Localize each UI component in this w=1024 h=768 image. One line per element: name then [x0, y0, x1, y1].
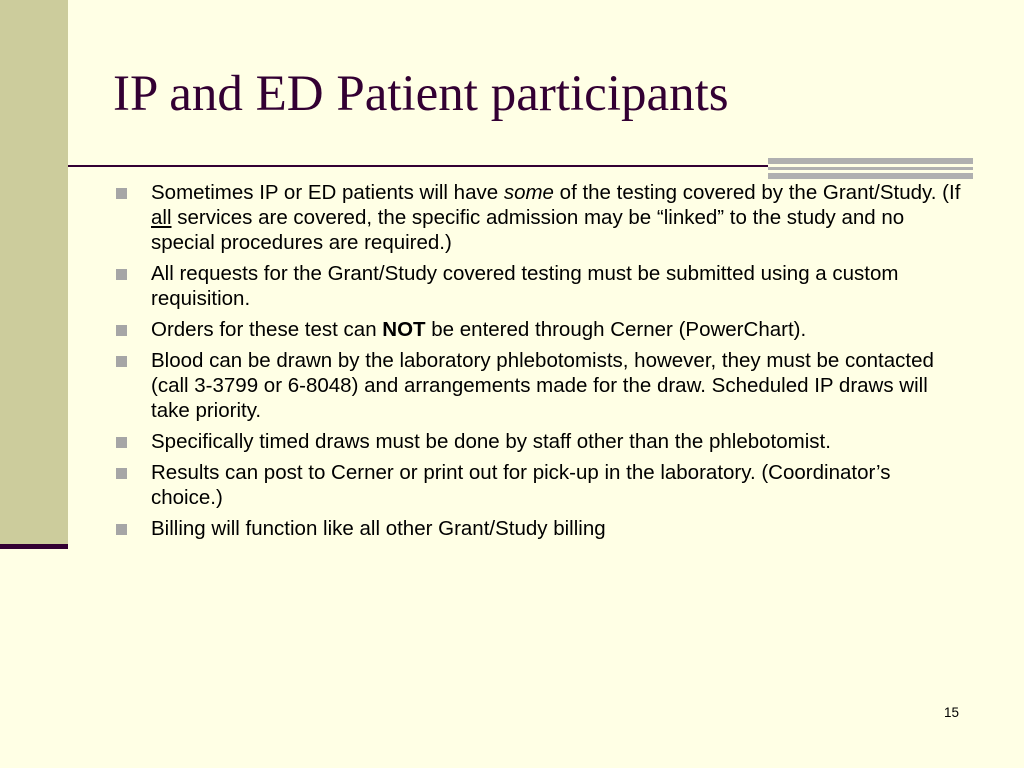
bullet-item: [113, 460, 963, 510]
bullet-item: [113, 516, 963, 541]
bullet-text-segment: Results can post to Cerner or print out for pick-up in the laboratory. (Coordinator’s choice.): [151, 461, 891, 509]
square-bullet-icon: [116, 269, 127, 280]
bullet-text-segment: be entered through Cerner (PowerChart).: [425, 318, 807, 341]
bullet-item: [113, 180, 963, 255]
bullet-text-segment: NOT: [382, 318, 426, 341]
bullet-text-segment: All requests for the Grant/Study covered testing must be submitted using a custom requisition.: [151, 262, 899, 310]
bullet-text-segment: of the testing covered by the Grant/Study. (If: [553, 181, 961, 204]
bullet-item: [113, 261, 963, 311]
square-bullet-icon: [116, 188, 127, 199]
accent-rule-bottom: [768, 173, 973, 179]
bullet-text-segment: Blood can be drawn by the laboratory phlebotomists, however, they must be contacted (call 3-3799 or 6-8048) and arrangements made for the draw. Scheduled IP draws will take priority.: [151, 349, 934, 422]
title-divider: [68, 165, 768, 167]
bullet-text-segment: Billing will function like all other Grant/Study billing: [151, 517, 606, 540]
bullet-item: [113, 317, 963, 342]
page-number: 15: [944, 705, 960, 720]
left-bar-rule: [0, 544, 68, 549]
accent-rule-top: [768, 158, 973, 164]
bullet-text-segment: Specifically timed draws must be done by staff other than the phlebotomist.: [151, 430, 831, 453]
bullet-item: [113, 348, 963, 423]
square-bullet-icon: [116, 437, 127, 448]
slide-title: IP and ED Patient participants: [113, 66, 729, 122]
square-bullet-icon: [116, 524, 127, 535]
bullet-text-segment: Orders for these test can: [151, 318, 383, 341]
left-decorative-bar: [0, 0, 68, 548]
bullet-list: [113, 180, 963, 547]
bullet-text-segment: Sometimes IP or ED patients will have: [151, 181, 504, 204]
bullet-text-segment: all: [151, 206, 172, 229]
square-bullet-icon: [116, 356, 127, 367]
square-bullet-icon: [116, 468, 127, 479]
bullet-item: [113, 429, 963, 454]
accent-rule-middle: [768, 167, 973, 170]
bullet-text-segment: services are covered, the specific admission may be “linked” to the study and no special procedures are required.): [151, 206, 905, 254]
square-bullet-icon: [116, 325, 127, 336]
bullet-text-segment: some: [503, 181, 554, 204]
